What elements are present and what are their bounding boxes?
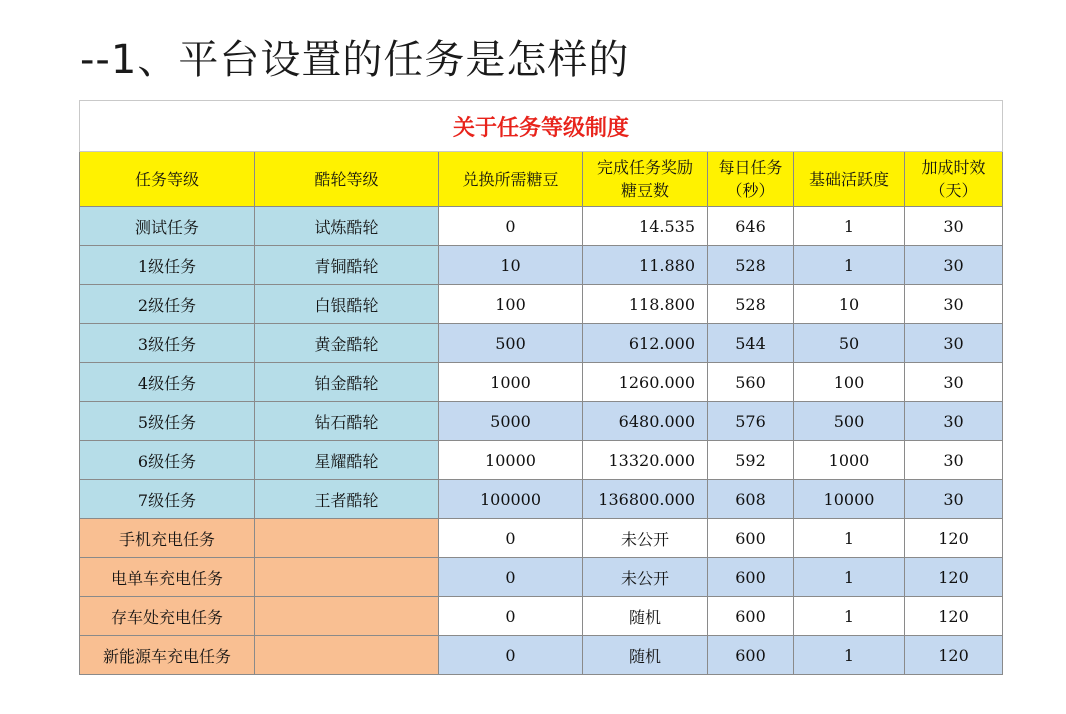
- reward-beans-cell: 118.800: [583, 285, 708, 324]
- task-level-cell: 存车处充电任务: [80, 597, 255, 636]
- reward-beans-cell: 1260.000: [583, 363, 708, 402]
- bonus-days-cell: 120: [905, 597, 1003, 636]
- bonus-days-cell: 30: [905, 285, 1003, 324]
- bonus-days-cell: 30: [905, 363, 1003, 402]
- exchange-beans-cell: 5000: [439, 402, 583, 441]
- exchange-beans-cell: 10000: [439, 441, 583, 480]
- bonus-days-cell: 30: [905, 441, 1003, 480]
- reward-beans-cell: 14.535: [583, 207, 708, 246]
- reward-beans-cell: 13320.000: [583, 441, 708, 480]
- daily-seconds-cell: 600: [708, 636, 794, 675]
- col-header-cool-wheel-level: 酷轮等级: [255, 152, 439, 207]
- reward-beans-cell: 612.000: [583, 324, 708, 363]
- daily-seconds-cell: 592: [708, 441, 794, 480]
- reward-beans-cell: 6480.000: [583, 402, 708, 441]
- task-level-cell: 手机充电任务: [80, 519, 255, 558]
- table-header-row: [80, 152, 1003, 207]
- exchange-beans-cell: 0: [439, 519, 583, 558]
- exchange-beans-cell: 0: [439, 558, 583, 597]
- table-row: [80, 363, 1003, 402]
- daily-seconds-cell: 600: [708, 519, 794, 558]
- bonus-days-cell: 30: [905, 246, 1003, 285]
- page-heading: --1、平台设置的任务是怎样的: [80, 37, 630, 83]
- exchange-beans-cell: 0: [439, 207, 583, 246]
- reward-beans-cell: 未公开: [583, 519, 708, 558]
- cool-wheel-level-cell: [255, 636, 439, 675]
- exchange-beans-cell: 500: [439, 324, 583, 363]
- bonus-days-cell: 30: [905, 480, 1003, 519]
- exchange-beans-cell: 1000: [439, 363, 583, 402]
- bonus-days-cell: 30: [905, 207, 1003, 246]
- table-row: [80, 519, 1003, 558]
- daily-seconds-cell: 600: [708, 558, 794, 597]
- col-header-base-activity: 基础活跃度: [794, 152, 905, 207]
- table-row: [80, 402, 1003, 441]
- base-activity-cell: 1: [794, 246, 905, 285]
- cool-wheel-level-cell: 青铜酷轮: [255, 246, 439, 285]
- reward-beans-cell: 136800.000: [583, 480, 708, 519]
- col-header-exchange-beans: 兑换所需糖豆: [439, 152, 583, 207]
- task-level-table: [79, 100, 1003, 675]
- base-activity-cell: 10000: [794, 480, 905, 519]
- table-title-row: [80, 101, 1003, 152]
- cool-wheel-level-cell: 星耀酷轮: [255, 441, 439, 480]
- reward-beans-cell: 11.880: [583, 246, 708, 285]
- bonus-days-cell: 120: [905, 636, 1003, 675]
- cool-wheel-level-cell: 铂金酷轮: [255, 363, 439, 402]
- reward-beans-cell: 随机: [583, 636, 708, 675]
- reward-beans-cell: 未公开: [583, 558, 708, 597]
- base-activity-cell: 1: [794, 207, 905, 246]
- base-activity-cell: 1: [794, 519, 905, 558]
- table-row: [80, 285, 1003, 324]
- daily-seconds-cell: 528: [708, 246, 794, 285]
- cool-wheel-level-cell: [255, 597, 439, 636]
- base-activity-cell: 1: [794, 636, 905, 675]
- base-activity-cell: 1: [794, 558, 905, 597]
- cool-wheel-level-cell: [255, 519, 439, 558]
- bonus-days-cell: 120: [905, 519, 1003, 558]
- table-row: [80, 636, 1003, 675]
- task-level-cell: 电单车充电任务: [80, 558, 255, 597]
- cool-wheel-level-cell: [255, 558, 439, 597]
- col-header-reward-beans: 完成任务奖励 糖豆数: [583, 152, 708, 207]
- exchange-beans-cell: 100: [439, 285, 583, 324]
- col-header-task-level: 任务等级: [80, 152, 255, 207]
- base-activity-cell: 500: [794, 402, 905, 441]
- task-level-cell: 6级任务: [80, 441, 255, 480]
- daily-seconds-cell: 576: [708, 402, 794, 441]
- table-row: [80, 441, 1003, 480]
- table-row: [80, 246, 1003, 285]
- daily-seconds-cell: 646: [708, 207, 794, 246]
- exchange-beans-cell: 0: [439, 597, 583, 636]
- task-level-cell: 新能源车充电任务: [80, 636, 255, 675]
- table-row: [80, 597, 1003, 636]
- exchange-beans-cell: 0: [439, 636, 583, 675]
- exchange-beans-cell: 10: [439, 246, 583, 285]
- daily-seconds-cell: 544: [708, 324, 794, 363]
- bonus-days-cell: 120: [905, 558, 1003, 597]
- exchange-beans-cell: 100000: [439, 480, 583, 519]
- table-row: [80, 207, 1003, 246]
- base-activity-cell: 10: [794, 285, 905, 324]
- daily-seconds-cell: 560: [708, 363, 794, 402]
- col-header-bonus-days: 加成时效 （天）: [905, 152, 1003, 207]
- table-row: [80, 558, 1003, 597]
- table-row: [80, 480, 1003, 519]
- bonus-days-cell: 30: [905, 324, 1003, 363]
- daily-seconds-cell: 528: [708, 285, 794, 324]
- cool-wheel-level-cell: 王者酷轮: [255, 480, 439, 519]
- task-level-cell: 测试任务: [80, 207, 255, 246]
- reward-beans-cell: 随机: [583, 597, 708, 636]
- daily-seconds-cell: 600: [708, 597, 794, 636]
- bonus-days-cell: 30: [905, 402, 1003, 441]
- base-activity-cell: 1000: [794, 441, 905, 480]
- base-activity-cell: 100: [794, 363, 905, 402]
- cool-wheel-level-cell: 白银酷轮: [255, 285, 439, 324]
- task-level-cell: 4级任务: [80, 363, 255, 402]
- table-title: 关于任务等级制度: [80, 101, 1003, 152]
- task-level-cell: 1级任务: [80, 246, 255, 285]
- task-level-cell: 2级任务: [80, 285, 255, 324]
- cool-wheel-level-cell: 试炼酷轮: [255, 207, 439, 246]
- cool-wheel-level-cell: 黄金酷轮: [255, 324, 439, 363]
- task-level-cell: 5级任务: [80, 402, 255, 441]
- task-level-cell: 3级任务: [80, 324, 255, 363]
- cool-wheel-level-cell: 钻石酷轮: [255, 402, 439, 441]
- task-level-cell: 7级任务: [80, 480, 255, 519]
- base-activity-cell: 50: [794, 324, 905, 363]
- col-header-daily-seconds: 每日任务 （秒）: [708, 152, 794, 207]
- daily-seconds-cell: 608: [708, 480, 794, 519]
- table-row: [80, 324, 1003, 363]
- base-activity-cell: 1: [794, 597, 905, 636]
